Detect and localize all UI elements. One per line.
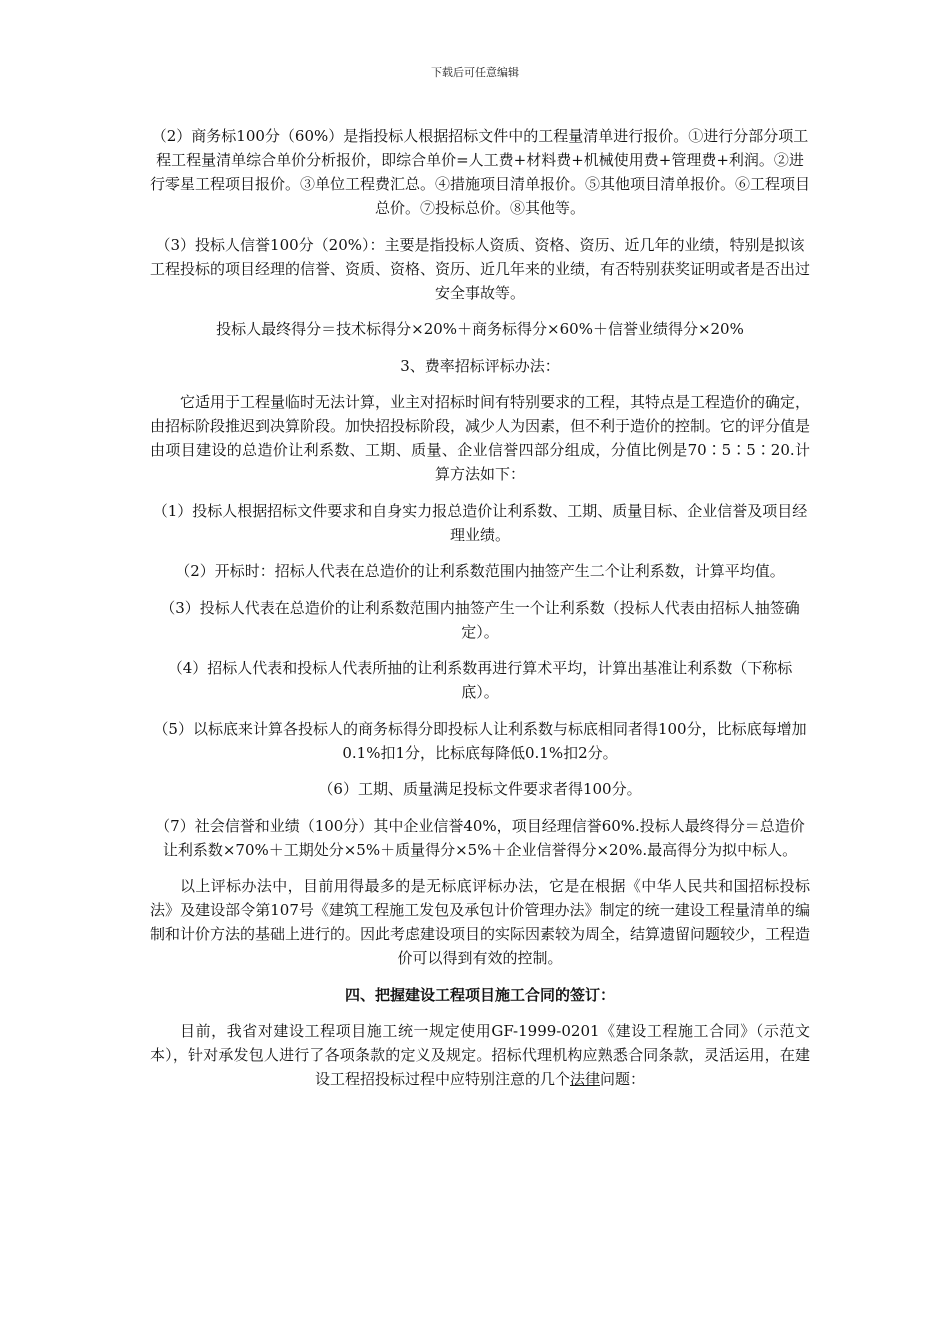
paragraph-commercial-bid: （2）商务标100分（60%）是指投标人根据招标文件中的工程量清单进行报价。①进行分部分项工程工程量清单综合单价分析报价，即综合单价=人工费+材料费+机械使用费+管理费+利润。②进行零星工程项目报价。③单位工程费汇总。④措施项目清单报价。⑤其他项目清单报价。⑥工程项目总价。⑦投标总价。⑧其他等。: [150, 127, 811, 217]
contract-intro-text: 目前，我省对建设工程项目施工统一规定使用GF-1999-0201《建设工程施工合同》（示范文本），针对承发包人进行了各项条款的定义及规定。招标代理机构应熟悉合同条款，灵活运用，在建设工程招投标过程中应特别注意的几个: [150, 1022, 810, 1088]
contract-intro-tail: 问题：: [600, 1070, 646, 1088]
paragraph-contract-intro: [150, 1019, 810, 1091]
paragraph-rate-bidding-intro: 它适用于工程量临时无法计算，业主对招标时间有特别要求的工程，其特点是工程造价的确定，由招标阶段推迟到决算阶段。加快招投标阶段，减少人为因素，但不利于造价的控制。它的评分值是由项目建设的总造价让利系数、工期、质量、企业信誉四部分组成，分值比例是70∶5∶5∶20.计算方法如下：: [150, 393, 811, 483]
paragraph-step-7: （7）社会信誉和业绩（100分）其中企业信誉40%，项目经理信誉60%.投标人最终得分＝总造价让利系数×70%＋工期处分×5%＋质量得分×5%＋企业信誉得分×20%.最高得分为拟中标人。: [155, 816, 805, 859]
paragraph-final-score-formula: 投标人最终得分＝技术标得分×20%＋商务标得分×60%＋信誉业绩得分×20%: [216, 320, 744, 338]
paragraph-step-6: （6）工期、质量满足投标文件要求者得100分。: [318, 780, 642, 798]
paragraph-bidder-reputation: （3）投标人信誉100分（20%）：主要是指投标人资质、资格、资历、近几年的业绩，特别是拟该工程投标的项目经理的信誉、资质、资格、资历、近几年来的业绩，有否特别获奖证明或者是否出过安全事故等。: [150, 235, 811, 302]
paragraph-summary: 以上评标办法中，目前用得最多的是无标底评标办法，它是在根据《中华人民共和国招标投标法》及建设部令第107号《建筑工程施工发包及承包计价管理办法》制定的统一建设工程量清单的编制和计价方法的基础上进行的。因此考虑建设项目的实际因素较为周全，结算遗留问题较少，工程造价可以得到有效的控制。: [150, 877, 811, 967]
paragraph-step-1: （1）投标人根据招标文件要求和自身实力报总造价让利系数、工期、质量目标、企业信誉及项目经理业绩。: [152, 501, 808, 544]
section-heading-contract: 四、把握建设工程项目施工合同的签订：: [344, 985, 615, 1004]
paragraph-step-5: （5）以标底来计算各投标人的商务标得分即投标人让利系数与标底相同者得100分，比标底每增加0.1%扣1分，比标底每降低0.1%扣2分。: [153, 719, 807, 762]
paragraph-rate-bidding-title: 3、费率招标评标办法：: [400, 356, 560, 375]
paragraph-step-2: （2）开标时：招标人代表在总造价的让利系数范围内抽签产生二个让利系数，计算平均值。: [175, 562, 785, 580]
paragraph-step-3: （3）投标人代表在总造价的让利系数范围内抽签产生一个让利系数（投标人代表由招标人抽签确定）。: [160, 598, 800, 641]
page-header-note: 下载后可任意编辑: [431, 66, 519, 79]
law-link[interactable]: 法律: [569, 1070, 600, 1088]
paragraph-step-4: （4）招标人代表和投标人代表所抽的让利系数再进行算术平均，计算出基准让利系数（下称标底）。: [167, 659, 793, 701]
document-body: [150, 124, 810, 1104]
